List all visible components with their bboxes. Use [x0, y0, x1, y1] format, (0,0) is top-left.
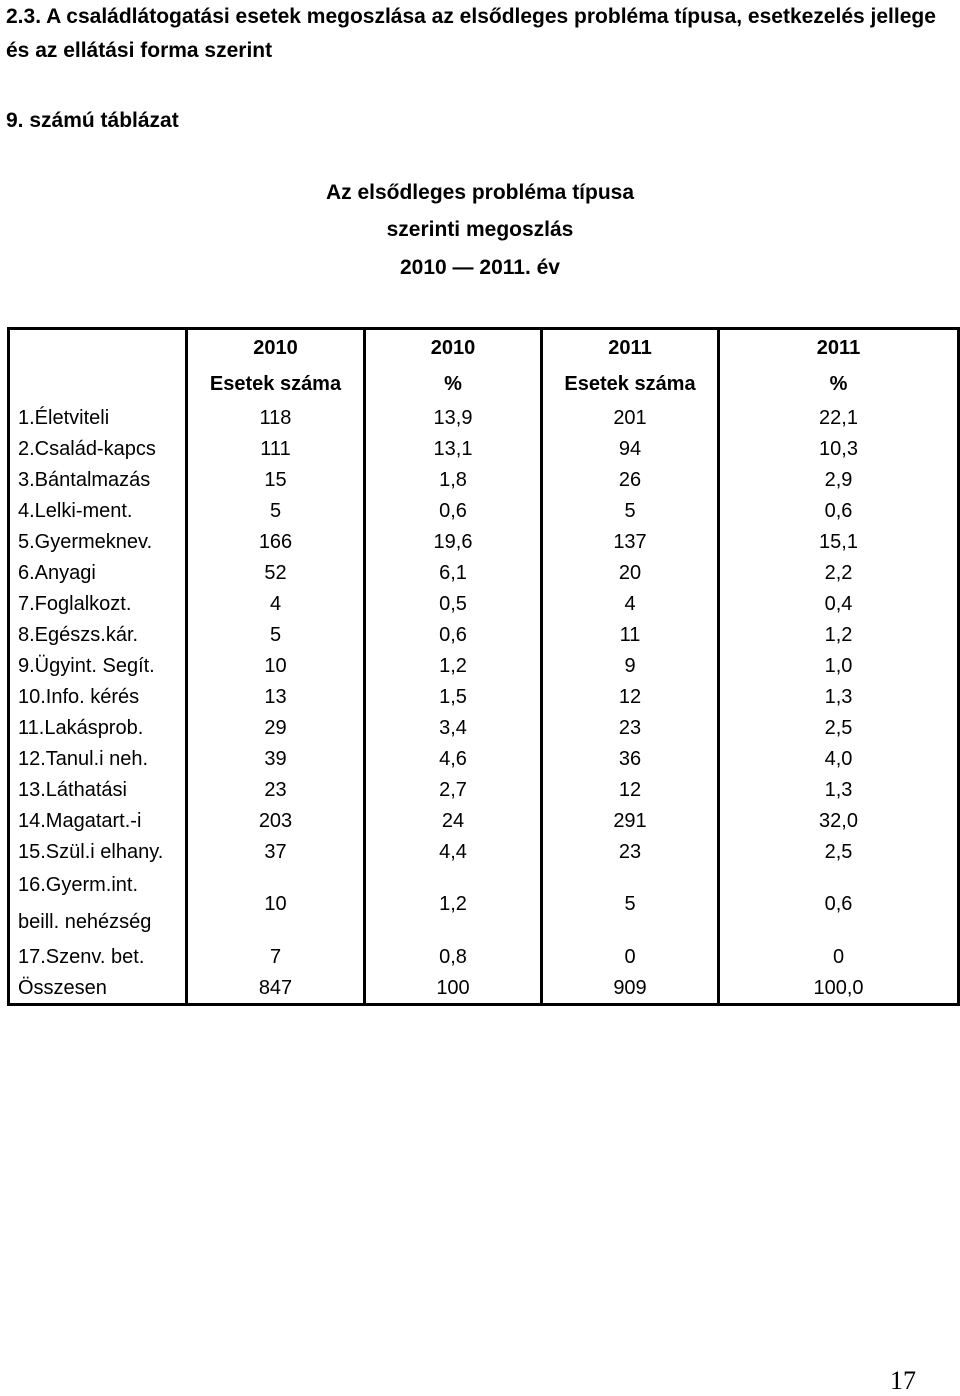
row-label — [9, 867, 187, 941]
table-row — [9, 619, 959, 650]
cell-percent-2011: 22,1 — [719, 402, 959, 433]
cell-percent-2011: 10,3 — [719, 433, 959, 464]
row-label: 17.Szenv. bet. — [9, 941, 187, 972]
cell-cases-2011: 5 — [542, 867, 719, 941]
row-label: 6.Anyagi — [9, 557, 187, 588]
cell-cases-2011: 5 — [542, 495, 719, 526]
cell-cases-2011: 26 — [542, 464, 719, 495]
cell-percent-2011: 100,0 — [719, 972, 959, 1005]
header-year: 2010 — [187, 329, 365, 367]
row-label: 15.Szül.i elhany. — [9, 836, 187, 867]
cell-percent-2011: 32,0 — [719, 805, 959, 836]
cell-percent-2010: 1,2 — [365, 650, 542, 681]
cell-percent-2010: 100 — [365, 972, 542, 1005]
row-label: 10.Info. kérés — [9, 681, 187, 712]
table-row — [9, 743, 959, 774]
table-row — [9, 681, 959, 712]
cell-percent-2011: 1,3 — [719, 774, 959, 805]
table-row — [9, 650, 959, 681]
table-number: 9. számú táblázat — [6, 109, 179, 132]
cell-cases-2011: 11 — [542, 619, 719, 650]
table-caption-line-3: 2010 — 2011. év — [400, 256, 560, 279]
table-header-row-years — [9, 329, 959, 367]
cell-percent-2011: 0 — [719, 941, 959, 972]
cell-cases-2010: 10 — [187, 650, 365, 681]
cell-cases-2010: 15 — [187, 464, 365, 495]
table-row — [9, 495, 959, 526]
cell-cases-2011: 291 — [542, 805, 719, 836]
table-row — [9, 464, 959, 495]
table-row — [9, 526, 959, 557]
cell-cases-2010: 5 — [187, 619, 365, 650]
cell-percent-2010: 4,6 — [365, 743, 542, 774]
cell-cases-2010: 10 — [187, 867, 365, 941]
table-caption-line-1: Az elsődleges probléma típusa — [325, 181, 635, 204]
table-row — [9, 402, 959, 433]
row-label-line-1: 16.Gyerm.int. — [18, 874, 139, 896]
cell-percent-2011: 2,9 — [719, 464, 959, 495]
cell-cases-2011: 12 — [542, 774, 719, 805]
table-row — [9, 805, 959, 836]
table-row — [9, 433, 959, 464]
header-subheader: Esetek száma — [187, 366, 365, 402]
cell-cases-2010: 118 — [187, 402, 365, 433]
section-heading: 2.3. A családlátogatási esetek megoszlása az elsődleges probléma típusa, esetkezelés jellege és az ellátási forma szerint — [6, 5, 936, 62]
cell-percent-2010: 0,8 — [365, 941, 542, 972]
cell-percent-2010: 0,6 — [365, 619, 542, 650]
cell-cases-2010: 39 — [187, 743, 365, 774]
cell-percent-2011: 1,3 — [719, 681, 959, 712]
cell-cases-2010: 111 — [187, 433, 365, 464]
header-subheader: % — [365, 366, 542, 402]
cell-cases-2011: 12 — [542, 681, 719, 712]
cell-percent-2010: 3,4 — [365, 712, 542, 743]
cell-percent-2010: 19,6 — [365, 526, 542, 557]
cell-percent-2011: 1,0 — [719, 650, 959, 681]
row-label: Összesen — [9, 972, 187, 1005]
problem-type-table — [7, 327, 960, 1006]
cell-cases-2010: 52 — [187, 557, 365, 588]
cell-cases-2010: 203 — [187, 805, 365, 836]
row-label: 1.Életviteli — [9, 402, 187, 433]
cell-cases-2011: 137 — [542, 526, 719, 557]
table-row — [9, 712, 959, 743]
table-row — [9, 588, 959, 619]
cell-percent-2010: 6,1 — [365, 557, 542, 588]
table-row-total — [9, 972, 959, 1005]
row-label: 4.Lelki-ment. — [9, 495, 187, 526]
row-label: 3.Bántalmazás — [9, 464, 187, 495]
cell-cases-2010: 7 — [187, 941, 365, 972]
cell-percent-2010: 1,5 — [365, 681, 542, 712]
cell-percent-2011: 2,5 — [719, 712, 959, 743]
table-row — [9, 836, 959, 867]
row-label: 7.Foglalkozt. — [9, 588, 187, 619]
row-label-line-2: beill. nehézség — [18, 911, 152, 933]
cell-percent-2010: 2,7 — [365, 774, 542, 805]
cell-percent-2011: 4,0 — [719, 743, 959, 774]
cell-cases-2011: 94 — [542, 433, 719, 464]
cell-cases-2011: 201 — [542, 402, 719, 433]
header-year: 2011 — [719, 329, 959, 367]
row-label: 12.Tanul.i neh. — [9, 743, 187, 774]
cell-cases-2011: 4 — [542, 588, 719, 619]
header-year: 2010 — [365, 329, 542, 367]
cell-cases-2010: 29 — [187, 712, 365, 743]
table-row — [9, 774, 959, 805]
cell-cases-2011: 36 — [542, 743, 719, 774]
row-label: 14.Magatart.-i — [9, 805, 187, 836]
row-label: 5.Gyermeknev. — [9, 526, 187, 557]
header-subheader: % — [719, 366, 959, 402]
cell-percent-2011: 1,2 — [719, 619, 959, 650]
cell-percent-2011: 2,2 — [719, 557, 959, 588]
cell-cases-2010: 4 — [187, 588, 365, 619]
cell-cases-2011: 909 — [542, 972, 719, 1005]
table-row — [9, 557, 959, 588]
cell-cases-2011: 0 — [542, 941, 719, 972]
cell-cases-2011: 20 — [542, 557, 719, 588]
row-label: 9.Ügyint. Segít. — [9, 650, 187, 681]
row-label: 2.Család-kapcs — [9, 433, 187, 464]
cell-percent-2010: 1,8 — [365, 464, 542, 495]
row-label: 8.Egészs.kár. — [9, 619, 187, 650]
table-row — [9, 867, 959, 941]
header-subheader: Esetek száma — [542, 366, 719, 402]
cell-cases-2010: 5 — [187, 495, 365, 526]
table-caption-line-2: szerinti megoszlás — [386, 218, 574, 241]
cell-percent-2011: 0,6 — [719, 495, 959, 526]
cell-percent-2010: 24 — [365, 805, 542, 836]
cell-percent-2010: 13,9 — [365, 402, 542, 433]
cell-percent-2010: 0,6 — [365, 495, 542, 526]
cell-percent-2011: 2,5 — [719, 836, 959, 867]
cell-cases-2011: 23 — [542, 712, 719, 743]
row-label: 13.Láthatási — [9, 774, 187, 805]
cell-percent-2011: 0,6 — [719, 867, 959, 941]
cell-percent-2010: 4,4 — [365, 836, 542, 867]
row-label: 11.Lakásprob. — [9, 712, 187, 743]
cell-percent-2010: 13,1 — [365, 433, 542, 464]
page-number: 17 — [890, 1366, 916, 1395]
cell-cases-2010: 13 — [187, 681, 365, 712]
cell-cases-2011: 9 — [542, 650, 719, 681]
cell-cases-2010: 166 — [187, 526, 365, 557]
cell-percent-2011: 15,1 — [719, 526, 959, 557]
header-year: 2011 — [542, 329, 719, 367]
cell-percent-2011: 0,4 — [719, 588, 959, 619]
cell-percent-2010: 1,2 — [365, 867, 542, 941]
cell-percent-2010: 0,5 — [365, 588, 542, 619]
cell-cases-2010: 847 — [187, 972, 365, 1005]
table-corner-cell — [9, 329, 187, 403]
cell-cases-2010: 37 — [187, 836, 365, 867]
cell-cases-2011: 23 — [542, 836, 719, 867]
table-row — [9, 941, 959, 972]
cell-cases-2010: 23 — [187, 774, 365, 805]
